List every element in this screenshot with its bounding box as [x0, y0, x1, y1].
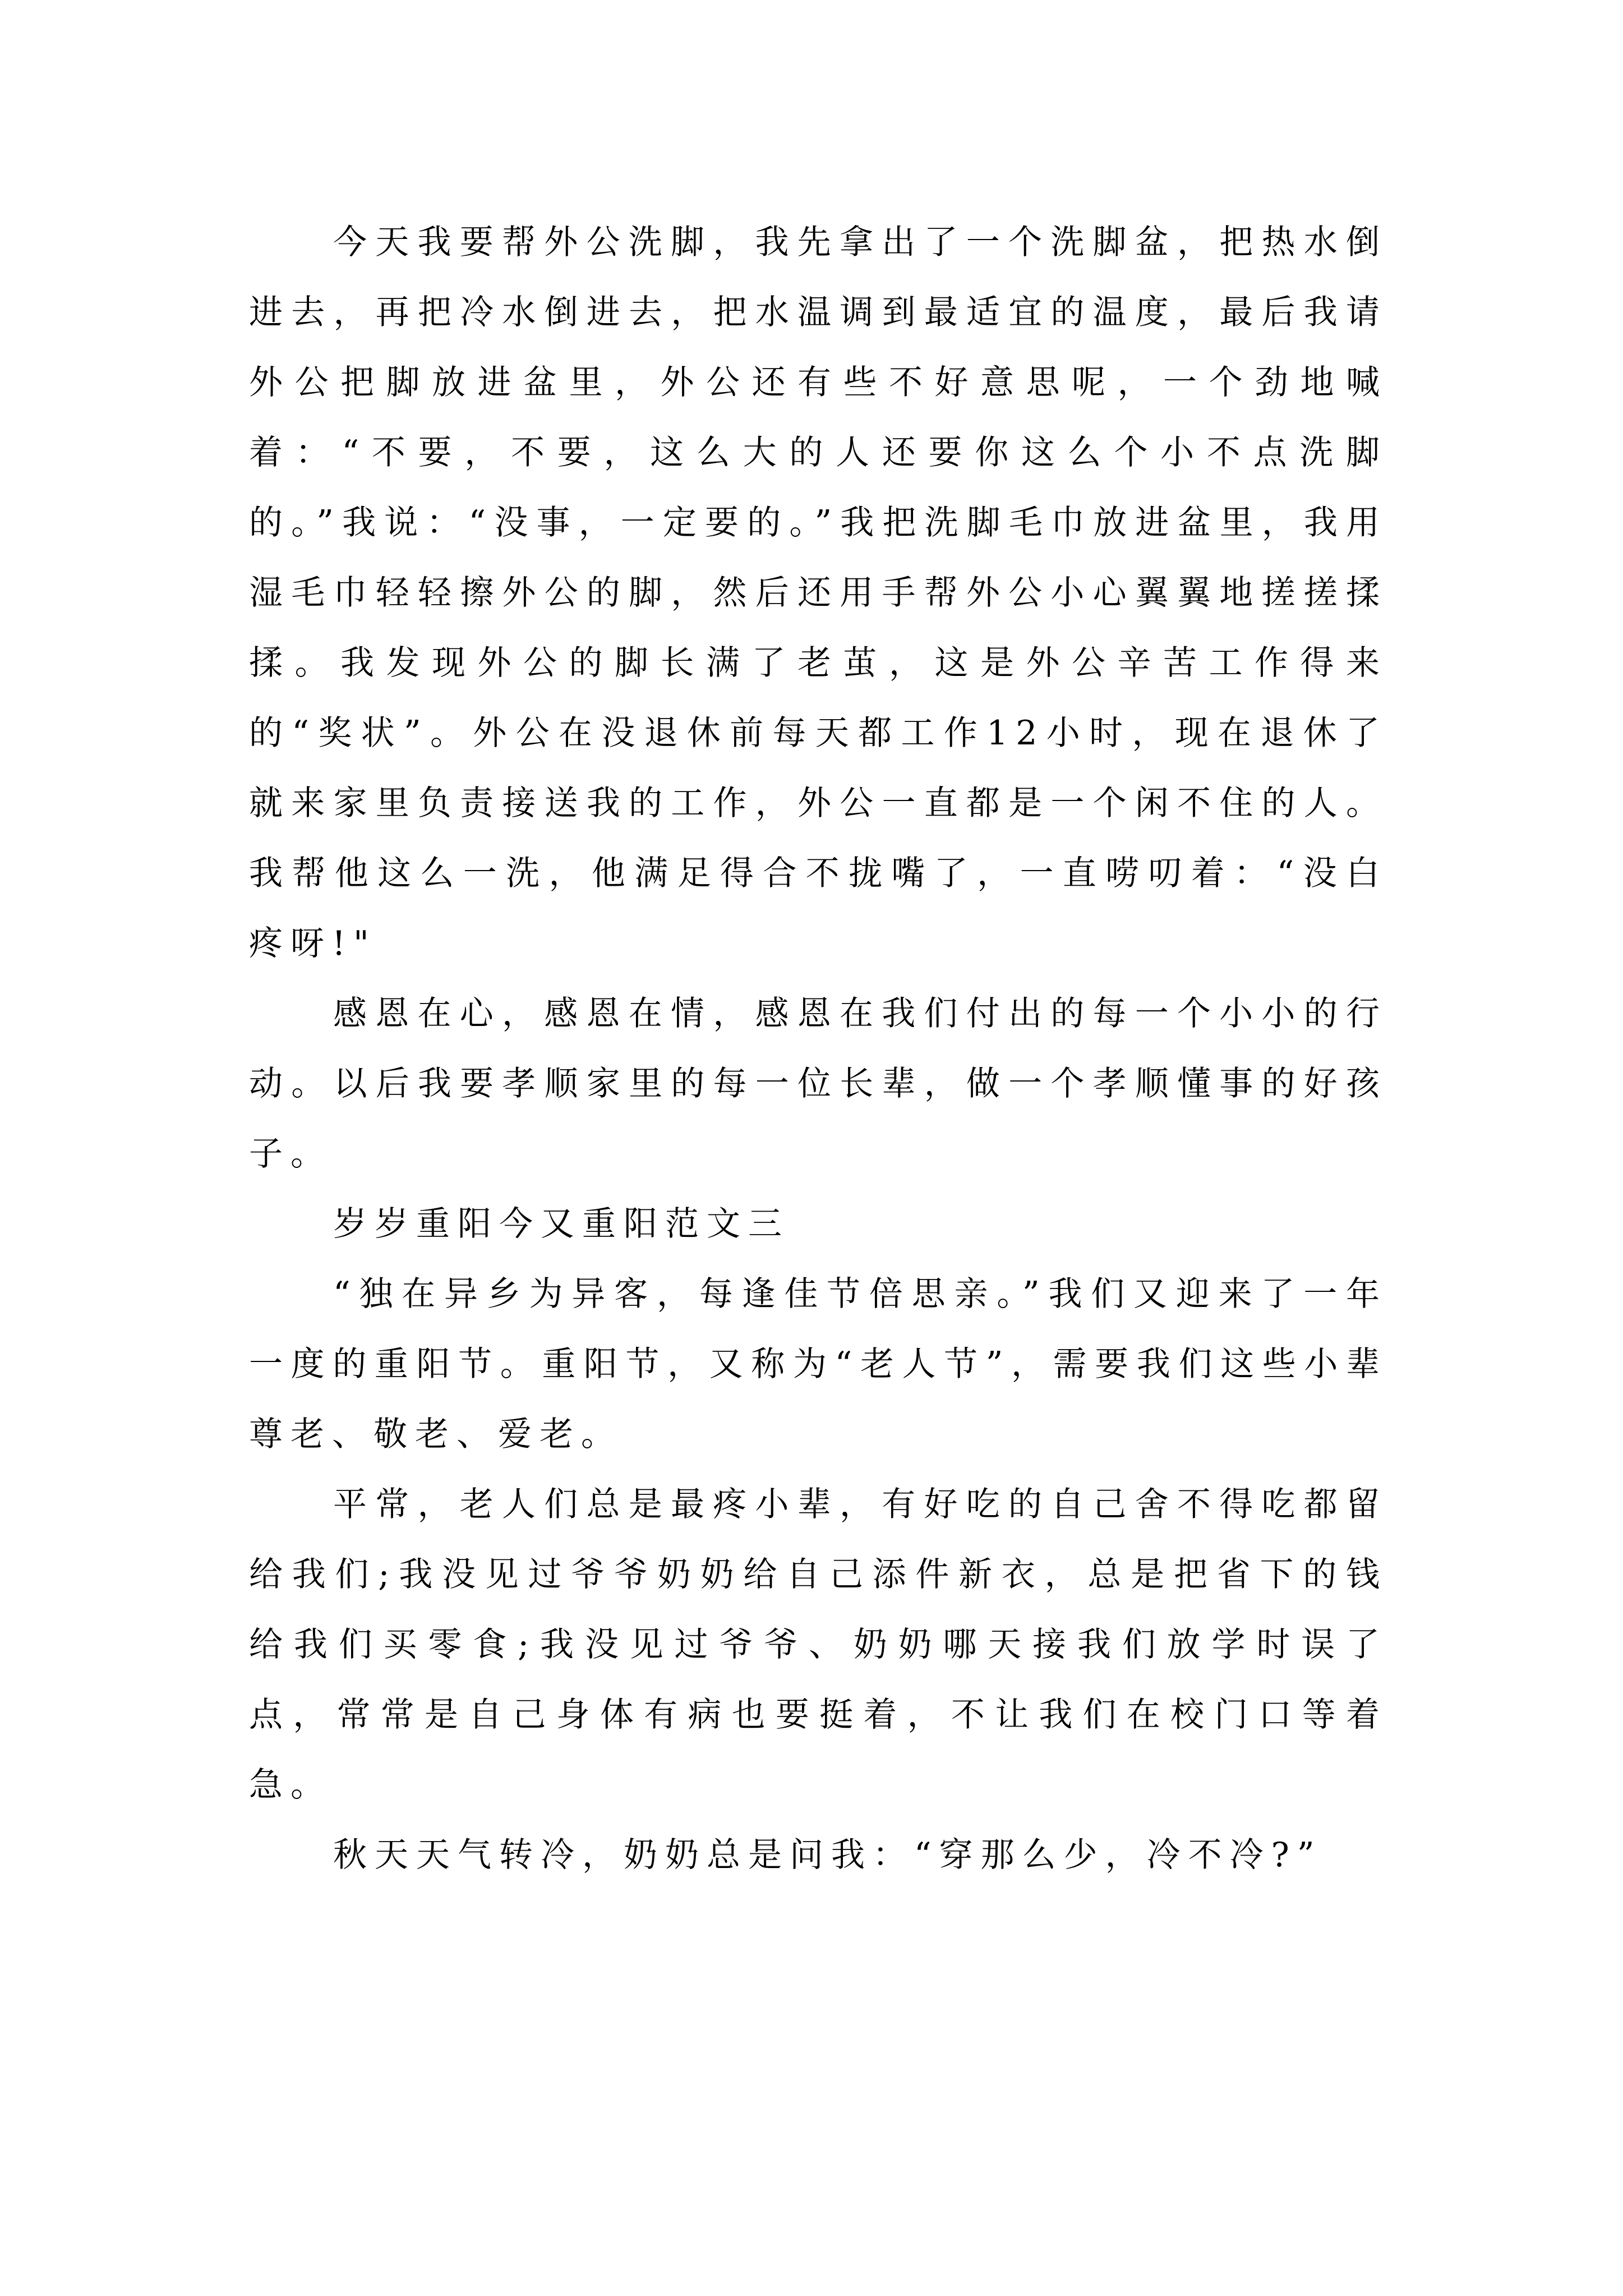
document-body — [249, 208, 1387, 1890]
paragraph-autumn: 秋天天气转冷，奶奶总是问我：“穿那么少，冷不冷?” — [333, 1835, 1322, 1875]
paragraph-elders: 平常，老人们总是最疼小辈，有好吃的自己舍不得吃都留给我们;我没见过爷爷奶奶给自己添件新衣，总是把省下的钱给我们买零食;我没见过爷爷、奶奶哪天接我们放学时误了点，常常是自己身体有病也要挺着，不让我们在校门口等着急。 — [249, 1485, 1387, 1805]
section-heading: 岁岁重阳今又重阳范文三 — [333, 1204, 790, 1244]
paragraph-gratitude: 感恩在心，感恩在情，感恩在我们付出的每一个小小的行动。以后我要孝顺家里的每一位长辈，做一个孝顺懂事的好孩子。 — [249, 994, 1387, 1174]
paragraph-wash-feet: 今天我要帮外公洗脚，我先拿出了一个洗脚盆，把热水倒进去，再把冷水倒进去，把水温调到最适宜的温度，最后我请外公把脚放进盆里，外公还有些不好意思呢，一个劲地喊着：“不要，不要，这么大的人还要你这么个小不点洗脚的。”我说：“没事，一定要的。”我把洗脚毛巾放进盆里，我用湿毛巾轻轻擦外公的脚，然后还用手帮外公小心翼翼地搓搓揉揉。我发现外公的脚长满了老茧，这是外公辛苦工作得来的“奖状”。外公在没退休前每天都工作12小时，现在退休了就来家里负责接送我的工作，外公一直都是一个闲不住的人。我帮他这么一洗，他满足得合不拢嘴了，一直唠叨着：“没白疼呀!" — [249, 223, 1387, 963]
paragraph-chongyang: “独在异乡为异客，每逢佳节倍思亲。”我们又迎来了一年一度的重阳节。重阳节，又称为“老人节”，需要我们这些小辈尊老、敬老、爱老。 — [249, 1274, 1387, 1454]
